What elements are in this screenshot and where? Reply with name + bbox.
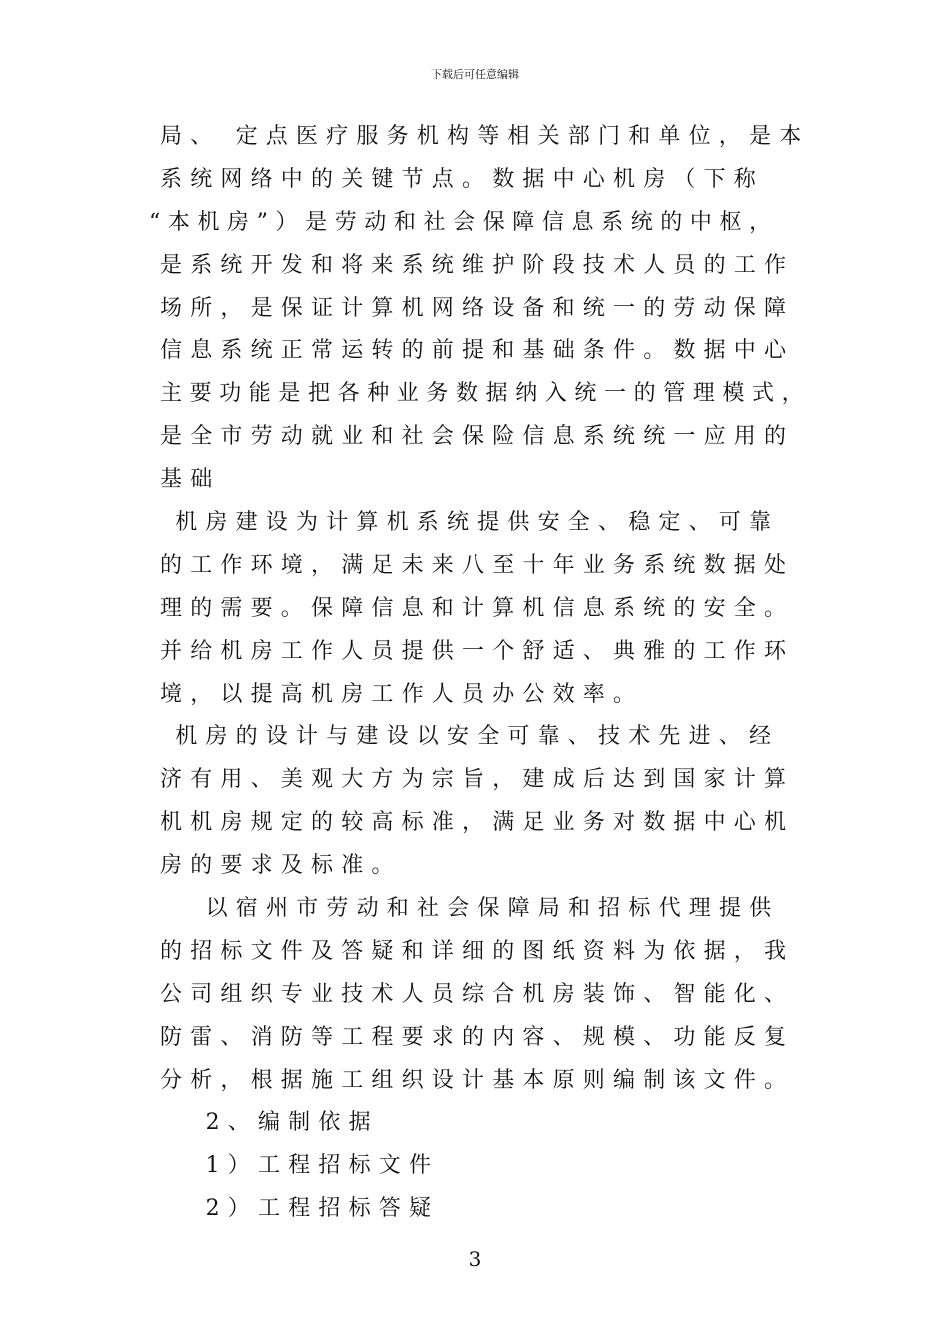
text-line: 分析，根据施工组织设计基本原则编制该文件。 <box>160 1067 795 1093</box>
text-line: 信息系统正常运转的前提和基础条件。数据中心 <box>160 338 795 364</box>
list-item: 2）工程招标答疑 <box>160 1196 440 1222</box>
page-header: 下载后可任意编辑 <box>431 68 519 81</box>
text-line: 的招标文件及答疑和详细的图纸资料为依据，我 <box>160 938 795 964</box>
page-number: 3 <box>468 1247 482 1271</box>
text-line: 济有用、美观大方为宗旨，建成后达到国家计算 <box>160 767 795 793</box>
text-line: “本机房”）是劳动和社会保障信息系统的中枢， <box>149 209 779 235</box>
text-line: 是全市劳动就业和社会保险信息系统统一应用的 <box>160 424 795 450</box>
text-line: 系统网络中的关键节点。数据中心机房（下称 <box>160 166 765 192</box>
section-heading: 2、编制依据 <box>160 1110 379 1136</box>
text-line: 房的要求及标准。 <box>160 853 402 879</box>
text-line: 以宿州市劳动和社会保障局和招标代理提供 <box>160 896 780 922</box>
text-line: 的工作环境，满足未来八至十年业务系统数据处 <box>160 552 795 578</box>
text-line: 公司组织专业技术人员综合机房装饰、智能化、 <box>160 981 795 1007</box>
document-body <box>149 116 850 1231</box>
text-line: 局、 定点医疗服务机构等相关部门和单位，是本 <box>160 124 810 149</box>
text-line: 基础 <box>160 467 221 493</box>
text-line: 防雷、消防等工程要求的内容、规模、功能反复 <box>160 1024 795 1050</box>
text-line: 理的需要。保障信息和计算机信息系统的安全。 <box>160 595 795 621</box>
text-line: 是系统开发和将来系统维护阶段技术人员的工作 <box>160 252 795 278</box>
text-line: 并给机房工作人员提供一个舒适、典雅的工作环 <box>160 638 795 664</box>
text-line: 机机房规定的较高标准，满足业务对数据中心机 <box>160 810 795 836</box>
text-line: 境，以提高机房工作人员办公效率。 <box>160 681 644 707</box>
text-line: 机房的设计与建设以安全可靠、技术先进、经 <box>160 724 780 750</box>
list-item: 1）工程招标文件 <box>160 1153 440 1179</box>
text-line: 主要功能是把各种业务数据纳入统一的管理模式， <box>160 381 812 407</box>
text-line: 场所，是保证计算机网络设备和统一的劳动保障 <box>160 295 795 321</box>
text-line: 机房建设为计算机系统提供安全、稳定、可靠 <box>160 510 780 536</box>
